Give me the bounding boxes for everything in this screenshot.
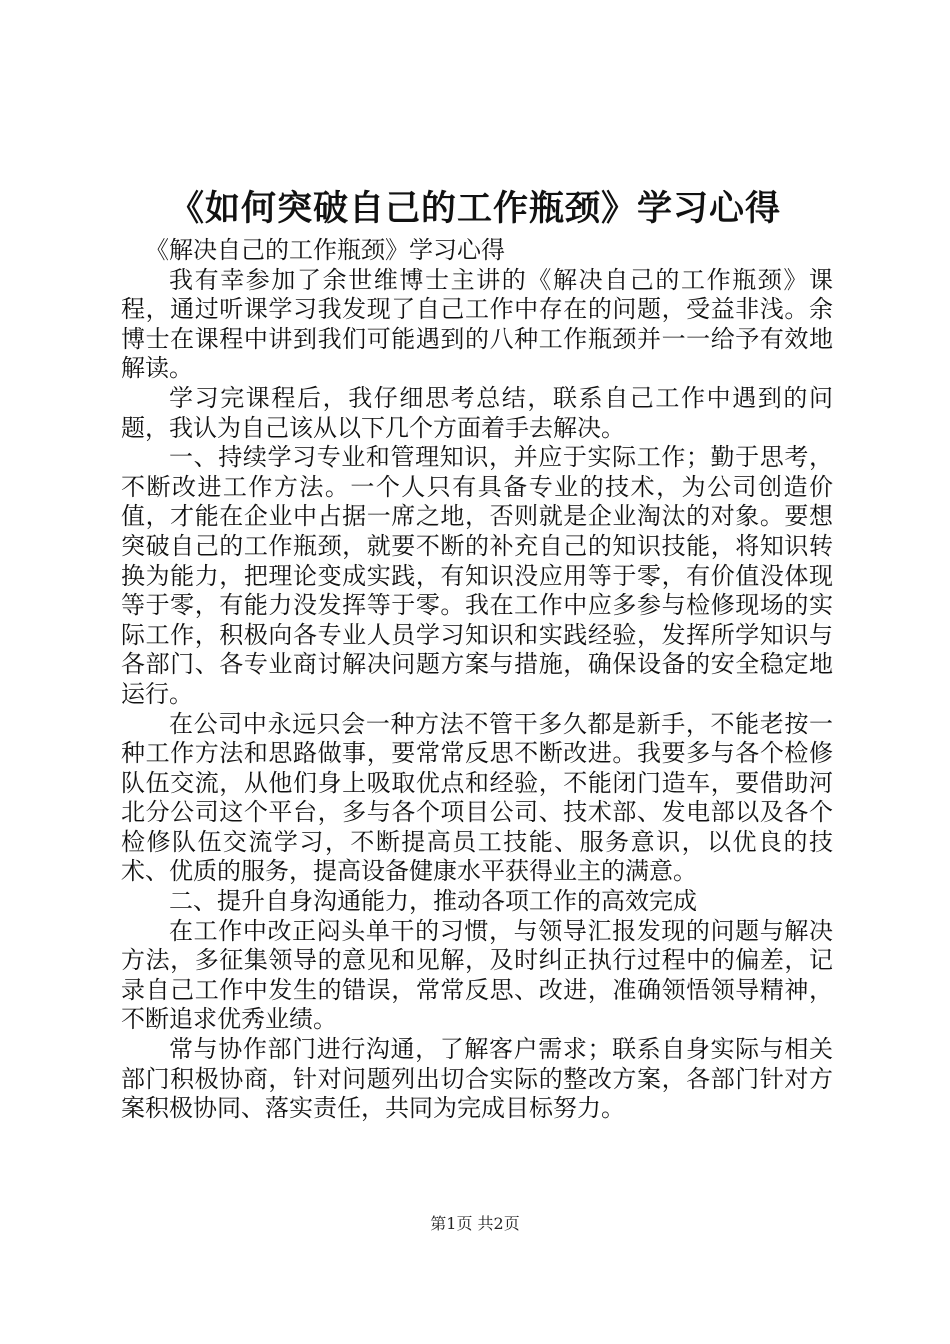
document-body — [121, 236, 833, 1124]
page-footer: 第1页 共2页 — [430, 1214, 520, 1233]
paragraph-section-one: 一、持续学习专业和管理知识，并应于实际工作；勤于思考，不断改进工作方法。一个人只有具备专业的技术，为公司创造价值，才能在企业中占据一席之地，否则就是企业淘汰的对象。要想突破自己的工作瓶颈，就要不断的补充自己的知识技能，将知识转换为能力，把理论变成实践，有知识没应用等于零，有价值没体现等于零，有能力没发挥等于零。我在工作中应多参与检修现场的实际工作，积极向各专业人员学习知识和实践经验，发挥所学知识与各部门、各专业商讨解决问题方案与措施，确保设备的安全稳定地运行。 — [121, 443, 833, 708]
paragraph-intro: 我有幸参加了余世维博士主讲的《解决自己的工作瓶颈》课程，通过听课学习我发现了自己工作中存在的问题，受益非浅。余博士在课程中讲到我们可能遇到的八种工作瓶颈并一一给予有效地解读。 — [121, 265, 833, 383]
paragraph-reflection: 学习完课程后，我仔细思考总结，联系自己工作中遇到的问题，我认为自己该从以下几个方面着手去解决。 — [121, 383, 833, 442]
section-two-heading: 二、提升自身沟通能力，推动各项工作的高效完成 — [169, 887, 697, 916]
paragraph-cooperation: 常与协作部门进行沟通，了解客户需求；联系自身实际与相关部门积极协商，针对问题列出切合实际的整改方案，各部门针对方案积极协同、落实责任，共同为完成目标努力。 — [121, 1035, 833, 1123]
document-title: 《如何突破自己的工作瓶颈》学习心得 — [168, 188, 781, 229]
document-subtitle: 《解决自己的工作瓶颈》学习心得 — [145, 236, 505, 264]
paragraph-improvement: 在公司中永远只会一种方法不管干多久都是新手，不能老按一种工作方法和思路做事，要常常反思不断改进。我要多与各个检修队伍交流，从他们身上吸取优点和经验，不能闭门造车，要借助河北分公司这个平台，多与各个项目公司、技术部、发电部以及各个检修队伍交流学习，不断提高员工技能、服务意识，以优良的技术、优质的服务，提高设备健康水平获得业主的满意。 — [121, 709, 833, 886]
paragraph-communication: 在工作中改正闷头单干的习惯，与领导汇报发现的问题与解决方法，多征集领导的意见和见解，及时纠正执行过程中的偏差，记录自己工作中发生的错误，常常反思、改进，准确领悟领导精神，不断追求优秀业绩。 — [121, 916, 833, 1034]
